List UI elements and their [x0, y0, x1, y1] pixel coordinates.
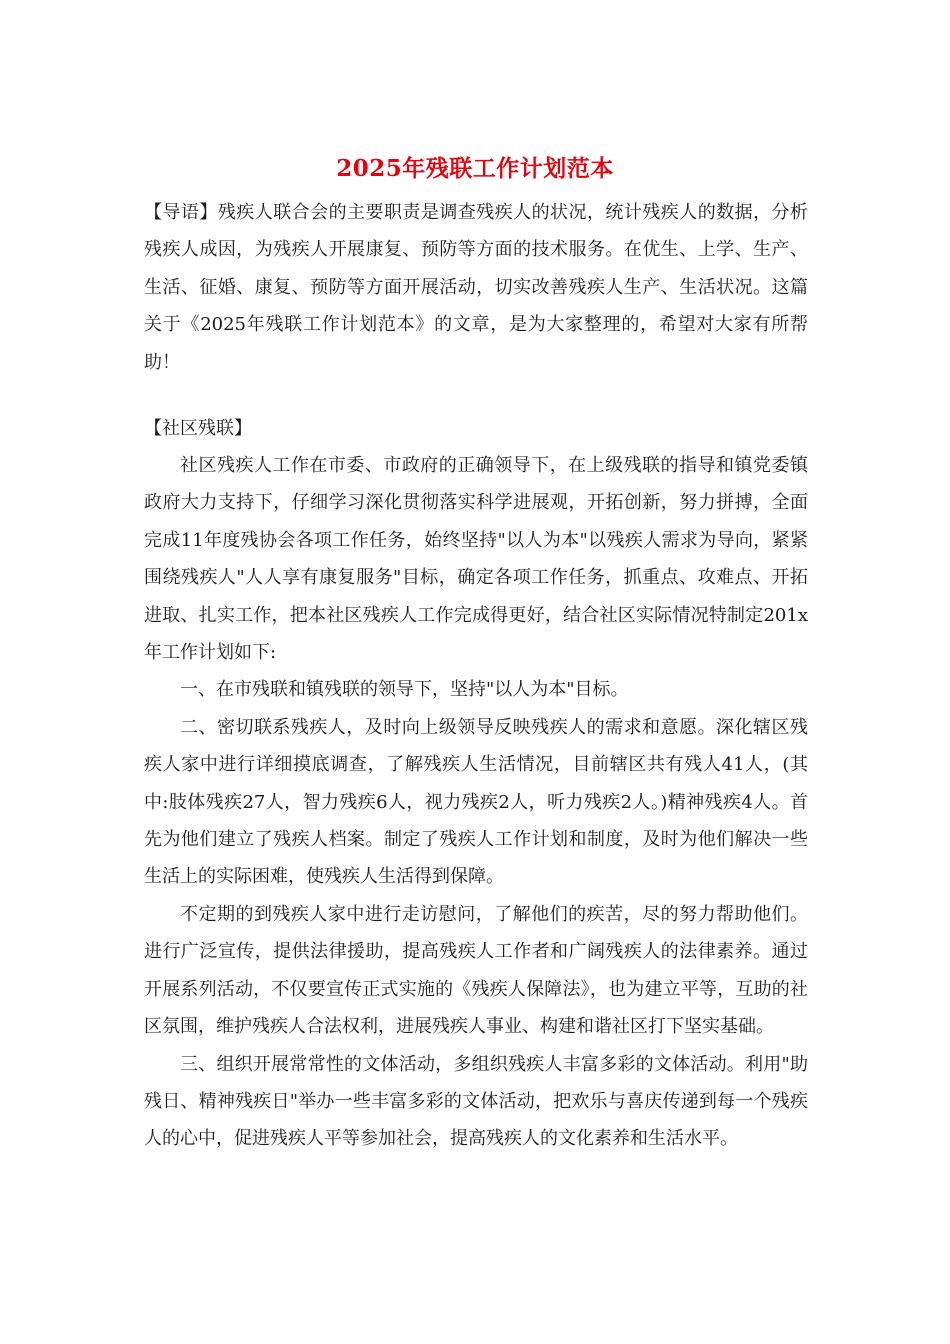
- intro-paragraph: 【导语】残疾人联合会的主要职责是调查残疾人的状况，统计残疾人的数据，分析残疾人成因，为残疾人开展康复、预防等方面的技术服务。在优生、上学、生产、生活、征婚、康复、预防等方面开展活动，切实改善残疾人生产、生活状况。这篇关于《2025年残联工作计划范本》的文章，是为大家整理的，希望对大家有所帮助！: [144, 202, 808, 373]
- body-paragraph-5: 三、组织开展常常性的文体活动，多组织残疾人丰富多彩的文体活动。利用"助残日、精神残疾日"举办一些丰富多彩的文体活动，把欢乐与喜庆传递到每一个残疾人的心中，促进残疾人平等参加社会，提高残疾人的文化素养和生活水平。: [144, 1053, 808, 1150]
- body-paragraph-1: 社区残疾人工作在市委、市政府的正确领导下，在上级残联的指导和镇党委镇政府大力支持下，仔细学习深化贯彻落实科学进展观，开拓创新，努力拼搏，全面完成11年度残协会各项工作任务，始终坚持"以人为本"以残疾人需求为导向，紧紧围绕残疾人"人人享有康复服务"目标，确定各项工作任务，抓重点、攻难点、开拓进取、扎实工作，把本社区残疾人工作完成得更好，结合社区实际情况特制定201x年工作计划如下:: [144, 455, 808, 664]
- body-paragraph-2: 一、在市残联和镇残联的领导下，坚持"以人为本"目标。: [180, 679, 629, 701]
- document-title: 2025年残联工作计划范本: [336, 155, 614, 182]
- document-body: [144, 447, 808, 1158]
- body-paragraph-4: 不定期的到残疾人家中进行走访慰问，了解他们的疾苦，尽的努力帮助他们。进行广泛宣传，提供法律援助，提高残疾人工作者和广阔残疾人的法律素养。通过开展系列活动，不仅要宣传正式实施的《残疾人保障法》，也为建立平等，互助的社区氛围，维护残疾人合法权利，进展残疾人事业、构建和谐社区打下坚实基础。: [144, 903, 808, 1038]
- section-heading: 【社区残联】: [144, 418, 252, 439]
- body-paragraph-3: 二、密切联系残疾人，及时向上级领导反映残疾人的需求和意愿。深化辖区残疾人家中进行详细摸底调查，了解残疾人生活情况，目前辖区共有残人41人，(其中:肢体残疾27人，智力残疾6人，视力残疾2人，听力残疾2人。)精神残疾4人。首先为他们建立了残疾人档案。制定了残疾人工作计划和制度，及时为他们解决一些生活上的实际困难，使残疾人生活得到保障。: [144, 716, 808, 888]
